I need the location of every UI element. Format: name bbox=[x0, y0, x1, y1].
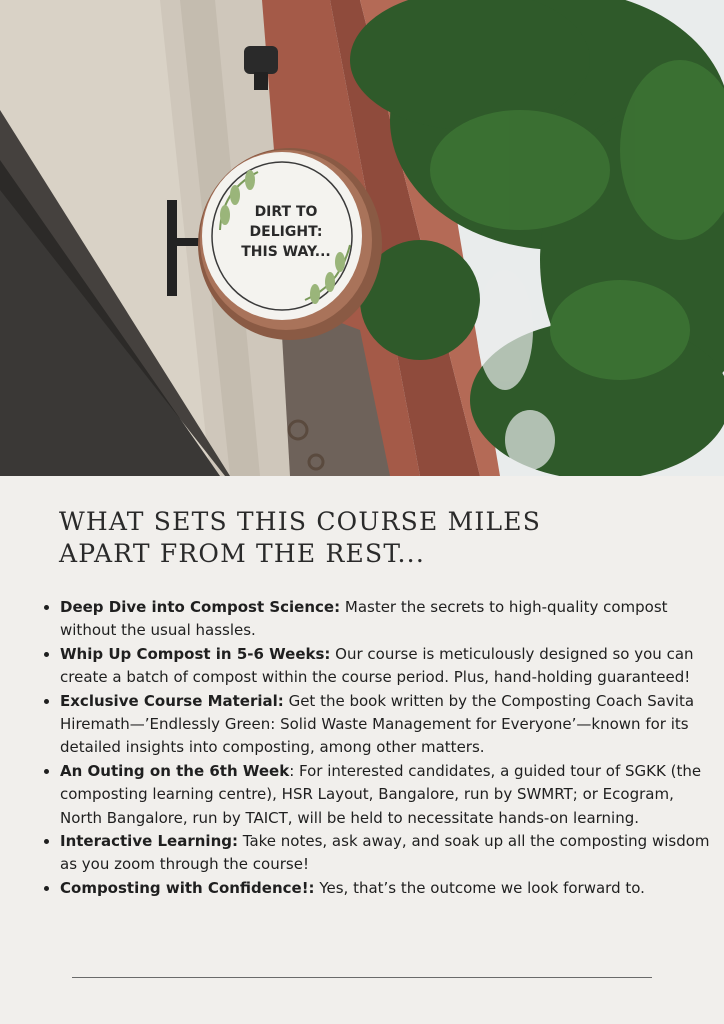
section-heading bbox=[59, 506, 659, 570]
sign-line-3: THIS WAY... bbox=[241, 244, 331, 260]
feature-title: Interactive Learning: bbox=[60, 832, 238, 851]
sign-line-1: DIRT TO bbox=[254, 204, 318, 220]
feature-item bbox=[60, 830, 720, 877]
feature-text: Yes, that’s the outcome we look forward to. bbox=[314, 878, 645, 897]
bottom-divider bbox=[72, 977, 652, 978]
sign-line-2: DELIGHT: bbox=[249, 224, 323, 240]
storefront-photo bbox=[0, 0, 724, 476]
feature-text: Get the book written by the Composting Coach Savita Hiremath—’Endlessly Green: Solid Waste Management for Everyone’—known for its detailed insights into composting, among other matters. bbox=[60, 691, 695, 757]
feature-item bbox=[60, 760, 720, 830]
feature-title: Exclusive Course Material: bbox=[60, 691, 284, 710]
feature-text: Take notes, ask away, and soak up all the composting wisdom as you zoom through the course! bbox=[60, 832, 710, 874]
feature-title: Whip Up Compost in 5-6 Weeks: bbox=[60, 644, 331, 663]
feature-title: Composting with Confidence!: bbox=[60, 878, 315, 897]
feature-item bbox=[60, 690, 720, 760]
feature-text: : For interested candidates, a guided tour of SGKK (the composting learning centre), HSR Layout, Bangalore, run by SWMRT; or Ecogram, North Bangalore, run by TAICT, will be held to necessitate hands-on learning. bbox=[60, 761, 702, 827]
feature-item bbox=[60, 877, 720, 900]
content-section bbox=[0, 476, 724, 1024]
feature-list bbox=[40, 596, 720, 900]
feature-text: Master the secrets to high-quality compost without the usual hassles. bbox=[60, 598, 668, 640]
feature-text: Our course is meticulously designed so you can create a batch of compost within the course period. Plus, hand-holding guaranteed! bbox=[60, 644, 694, 687]
feature-title: Deep Dive into Compost Science: bbox=[60, 598, 341, 616]
feature-item bbox=[60, 643, 720, 690]
feature-item bbox=[60, 596, 720, 643]
feature-title: An Outing on the 6th Week bbox=[60, 761, 290, 780]
heading-line-2: APART FROM THE REST... bbox=[59, 539, 425, 568]
heading-line-1: WHAT SETS THIS COURSE MILES bbox=[59, 507, 542, 536]
